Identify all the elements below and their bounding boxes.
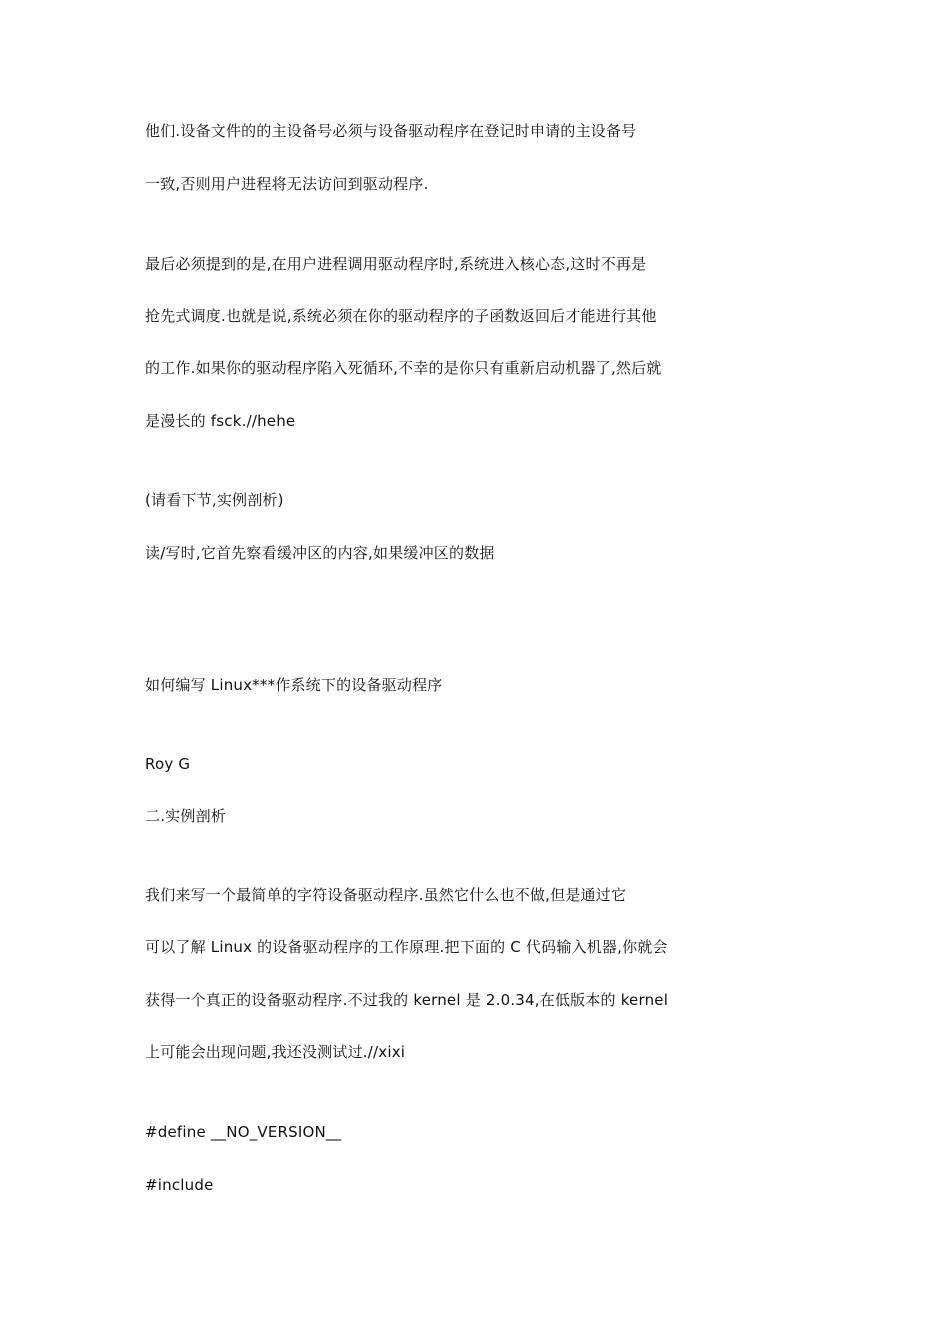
text-line-8: 读/写时,它首先察看缓冲区的内容,如果缓冲区的数据	[145, 544, 495, 562]
section-title: 如何编写 Linux***作系统下的设备驱动程序	[145, 676, 443, 694]
text-line-14: 获得一个真正的设备驱动程序.不过我的 kernel 是 2.0.34,在低版本的 kernel	[145, 991, 669, 1009]
code-line-define: #define __NO_VERSION__	[145, 1123, 342, 1141]
text-line-5: 的工作.如果你的驱动程序陷入死循环,不幸的是你只有重新启动机器了,然后就	[145, 359, 662, 377]
code-line-include: #include	[145, 1176, 214, 1194]
text-line-6: 是漫长的 fsck.//hehe	[145, 412, 296, 430]
text-line-12: 我们来写一个最简单的字符设备驱动程序.虽然它什么也不做,但是通过它	[145, 886, 627, 904]
text-line-1: 他们.设备文件的的主设备号必须与设备驱动程序在登记时申请的主设备号	[145, 122, 637, 140]
text-line-15: 上可能会出现问题,我还没测试过.//xixi	[145, 1043, 406, 1061]
text-line-3: 最后必须提到的是,在用户进程调用驱动程序时,系统进入核心态,这时不再是	[145, 255, 647, 273]
text-line-4: 抢先式调度.也就是说,系统必须在你的驱动程序的子函数返回后才能进行其他	[145, 307, 657, 325]
text-line-7: (请看下节,实例剖析)	[145, 491, 284, 509]
text-line-13: 可以了解 Linux 的设备驱动程序的工作原理.把下面的 C 代码输入机器,你就会	[145, 938, 668, 956]
author-name: Roy G	[145, 755, 191, 773]
section-heading: 二.实例剖析	[145, 807, 226, 825]
text-line-2: 一致,否则用户进程将无法访问到驱动程序.	[145, 175, 429, 193]
